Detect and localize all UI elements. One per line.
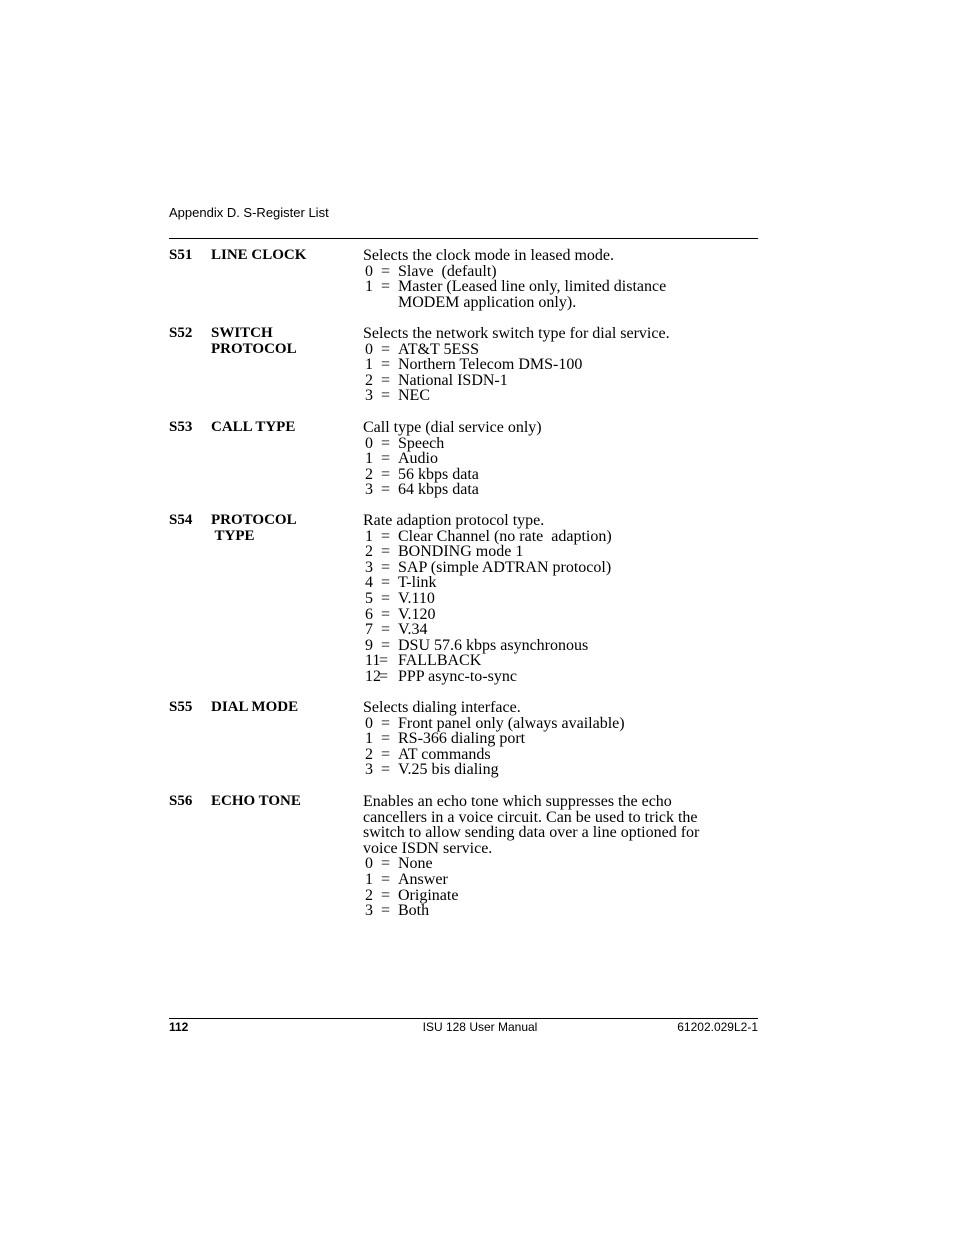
footer-rule bbox=[169, 1018, 758, 1019]
option-code: 2 bbox=[365, 465, 373, 483]
option-equals: = bbox=[381, 621, 391, 639]
option-label: AT&T 5ESS bbox=[398, 340, 480, 358]
option-equals: = bbox=[381, 589, 391, 607]
option-label: V.25 bis dialing bbox=[398, 761, 499, 779]
description-line: Call type (dial service only) bbox=[363, 419, 542, 436]
option-code: 12 bbox=[365, 667, 381, 685]
option-row bbox=[363, 856, 743, 872]
option-row bbox=[363, 373, 743, 389]
description-line: voice ISDN service. bbox=[363, 839, 493, 857]
option-equals: = bbox=[381, 714, 391, 732]
register-id: S51 bbox=[169, 247, 193, 263]
option-row bbox=[363, 653, 743, 669]
option-label: PPP async-to-sync bbox=[398, 667, 517, 685]
register-name: PROTOCOL TYPE bbox=[211, 512, 297, 544]
option-label: BONDING mode 1 bbox=[398, 543, 524, 561]
option-code: 1 bbox=[365, 278, 373, 296]
option-label: Clear Channel (no rate adaption) bbox=[398, 527, 612, 545]
option-row bbox=[363, 903, 743, 919]
option-code: 0 bbox=[365, 714, 373, 732]
option-label: SAP (simple ADTRAN protocol) bbox=[398, 558, 612, 576]
option-label: NEC bbox=[398, 387, 430, 405]
option-equals: = bbox=[381, 262, 391, 280]
option-label: V.110 bbox=[398, 589, 435, 607]
register-description bbox=[363, 326, 743, 404]
option-label: DSU 57.6 kbps asynchronous bbox=[398, 636, 589, 654]
option-equals: = bbox=[381, 481, 391, 499]
register-name: DIAL MODE bbox=[211, 699, 299, 715]
register-description bbox=[363, 420, 743, 498]
option-label: Audio bbox=[398, 450, 438, 468]
option-row bbox=[363, 591, 743, 607]
option-label: Slave (default) bbox=[398, 262, 497, 280]
option-label-continuation: MODEM application only). bbox=[398, 293, 577, 311]
option-equals: = bbox=[381, 574, 391, 592]
register-description bbox=[363, 248, 743, 310]
option-label: 64 kbps data bbox=[398, 481, 479, 499]
option-code: 1 bbox=[365, 527, 373, 545]
option-code: 1 bbox=[365, 870, 373, 888]
option-row bbox=[363, 436, 743, 452]
option-label: T-link bbox=[398, 574, 437, 592]
option-equals: = bbox=[381, 543, 391, 561]
option-row bbox=[363, 467, 743, 483]
register-id: S56 bbox=[169, 793, 193, 809]
option-code: 9 bbox=[365, 636, 373, 654]
option-row bbox=[363, 716, 743, 732]
option-row bbox=[363, 529, 743, 545]
option-code: 0 bbox=[365, 262, 373, 280]
option-label: Northern Telecom DMS-100 bbox=[398, 356, 583, 374]
option-label: FALLBACK bbox=[398, 652, 482, 670]
option-equals: = bbox=[381, 730, 391, 748]
option-equals: = bbox=[381, 636, 391, 654]
option-label: Master (Leased line only, limited distance bbox=[398, 278, 667, 296]
option-row bbox=[363, 560, 743, 576]
option-row bbox=[363, 264, 743, 280]
option-equals: = bbox=[381, 902, 391, 920]
option-equals: = bbox=[381, 278, 391, 296]
register-description bbox=[363, 794, 743, 919]
option-code: 11 bbox=[365, 652, 381, 670]
option-label: Answer bbox=[398, 870, 448, 888]
option-label: None bbox=[398, 855, 433, 873]
option-row bbox=[363, 669, 743, 685]
register-name: CALL TYPE bbox=[211, 419, 296, 435]
option-equals: = bbox=[381, 745, 391, 763]
register-name: SWITCH PROTOCOL bbox=[211, 325, 297, 357]
option-code: 3 bbox=[365, 902, 373, 920]
description-line: Selects the network switch type for dial service. bbox=[363, 325, 670, 342]
description-line: cancellers in a voice circuit. Can be used to trick the bbox=[363, 808, 698, 826]
option-label: AT commands bbox=[398, 745, 491, 763]
register-name: ECHO TONE bbox=[211, 793, 301, 809]
option-code: 1 bbox=[365, 730, 373, 748]
option-equals: = bbox=[381, 527, 391, 545]
option-code: 1 bbox=[365, 450, 373, 468]
option-equals: = bbox=[381, 356, 391, 374]
option-code: 2 bbox=[365, 886, 373, 904]
option-equals: = bbox=[381, 886, 391, 904]
manual-title: ISU 128 User Manual bbox=[422, 1020, 538, 1034]
option-row bbox=[363, 622, 743, 638]
option-label: Front panel only (always available) bbox=[398, 714, 625, 732]
register-name: LINE CLOCK bbox=[211, 247, 307, 263]
option-equals: = bbox=[381, 870, 391, 888]
option-equals: = bbox=[381, 855, 391, 873]
option-row bbox=[363, 762, 743, 778]
option-label: V.120 bbox=[398, 605, 436, 623]
option-row bbox=[363, 575, 743, 591]
register-id: S54 bbox=[169, 512, 193, 528]
option-row bbox=[363, 872, 743, 888]
option-equals: = bbox=[379, 652, 389, 670]
option-row bbox=[363, 279, 743, 295]
option-code: 2 bbox=[365, 745, 373, 763]
option-row bbox=[363, 544, 743, 560]
option-code: 0 bbox=[365, 855, 373, 873]
option-equals: = bbox=[381, 605, 391, 623]
option-code: 7 bbox=[365, 621, 373, 639]
option-equals: = bbox=[381, 450, 391, 468]
description-line: Selects dialing interface. bbox=[363, 699, 521, 716]
option-code: 0 bbox=[365, 434, 373, 452]
option-code: 3 bbox=[365, 387, 373, 405]
option-row bbox=[363, 451, 743, 467]
option-code: 3 bbox=[365, 481, 373, 499]
option-code: 3 bbox=[365, 761, 373, 779]
register-id: S53 bbox=[169, 419, 193, 435]
option-label: Originate bbox=[398, 886, 459, 904]
option-label: RS-366 dialing port bbox=[398, 730, 526, 748]
option-row bbox=[363, 357, 743, 373]
running-header: Appendix D. S-Register List bbox=[169, 205, 329, 220]
option-row bbox=[363, 342, 743, 358]
option-row bbox=[363, 607, 743, 623]
option-label: V.34 bbox=[398, 621, 428, 639]
option-code: 3 bbox=[365, 558, 373, 576]
description-line: switch to allow sending data over a line optioned for bbox=[363, 824, 700, 842]
page-number: 112 bbox=[169, 1020, 189, 1034]
option-code: 5 bbox=[365, 589, 373, 607]
option-code: 4 bbox=[365, 574, 373, 592]
option-equals: = bbox=[381, 558, 391, 576]
option-equals: = bbox=[381, 434, 391, 452]
register-description bbox=[363, 513, 743, 685]
description-line: Enables an echo tone which suppresses the echo bbox=[363, 793, 672, 810]
option-row bbox=[363, 888, 743, 904]
option-row bbox=[363, 731, 743, 747]
option-equals: = bbox=[381, 465, 391, 483]
option-label: Speech bbox=[398, 434, 445, 452]
document-number: 61202.029L2-1 bbox=[677, 1020, 758, 1034]
option-equals: = bbox=[381, 387, 391, 405]
header-rule bbox=[169, 238, 758, 239]
option-row bbox=[363, 747, 743, 763]
description-line: Rate adaption protocol type. bbox=[363, 512, 545, 529]
option-code: 0 bbox=[365, 340, 373, 358]
option-equals: = bbox=[381, 761, 391, 779]
option-equals: = bbox=[379, 667, 389, 685]
description-line: Selects the clock mode in leased mode. bbox=[363, 247, 615, 264]
option-row bbox=[363, 388, 743, 404]
option-code: 2 bbox=[365, 543, 373, 561]
register-id: S55 bbox=[169, 699, 193, 715]
option-label: National ISDN-1 bbox=[398, 371, 508, 389]
option-code: 6 bbox=[365, 605, 373, 623]
option-code: 2 bbox=[365, 371, 373, 389]
option-row bbox=[363, 482, 743, 498]
option-label: 56 kbps data bbox=[398, 465, 479, 483]
option-equals: = bbox=[381, 371, 391, 389]
option-code: 1 bbox=[365, 356, 373, 374]
option-equals: = bbox=[381, 340, 391, 358]
register-description bbox=[363, 700, 743, 778]
register-id: S52 bbox=[169, 325, 193, 341]
option-label: Both bbox=[398, 902, 430, 920]
option-row bbox=[363, 638, 743, 654]
